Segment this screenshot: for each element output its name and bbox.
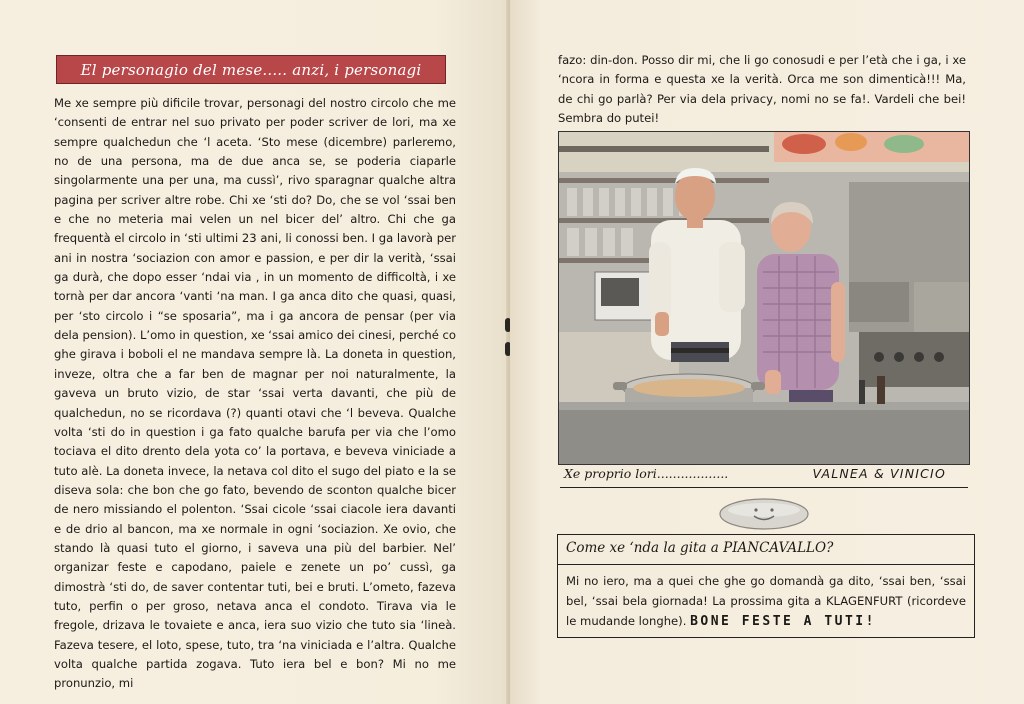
article-body-right: fazo: din-don. Posso dir mi, che li go conosudi e per l’età che i ga, i xe ‘ncora in forma e questa xe la verità. Orca me son dimenticà!!! Ma, de chi go parlà? Per via dela privacy, nomi no se fa!. Vardeli che bei! Sembra do putei! [558, 53, 966, 126]
trip-text [566, 571, 966, 632]
caption-left: Xe proprio lori.................. [564, 466, 729, 481]
caption-underline [560, 487, 968, 488]
holiday-greeting: BONE FESTE A TUTI! [690, 614, 876, 629]
trip-title: Come xe ‘nda la gita a PIANCAVALLO? [566, 540, 834, 556]
couple-photo-illustration [559, 132, 969, 464]
trip-box [557, 534, 975, 638]
article-title: El personagio del mese..... anzi, i personagi [80, 60, 422, 79]
smiley-face-icon [718, 497, 810, 531]
article-body-left: Me xe sempre più dificile trovar, personagi del nostro circolo che me ‘consenti de entrar nel suo privato per poder scriver de lori, ma xe sempre qualchedun che ‘l aceta. ‘Sto mese (dicembre) parleremo, no de una persona, ma de due anca se, se poderia ciaparle singolarmente una per una, ma cussì’, rivo sparagnar qualche altra pagina per scriver altre robe. Chi xe ‘sti do? Do, che se vol ‘ssai ben e che no meteria mai velen un nel bicer del’ altro. Chi che ga frequentà el circolo in ‘sti ultimi 23 ani, li conossi ben. I ga lavorà per ani in nostra ‘sociazion con amor e passion, e per dir la verità, ‘ssai ga durà, che dopo esser ‘ndai via , in un momento de difficoltà, i xe tornà per dar ancora ‘vanti ‘na man. I ga anca dito che quasi, quasi, per ‘sto circolo i “se sposaria”, ma i ga ancora de pensar (per via dela pension). L’omo in question, xe ‘ssai amico dei cinesi, perché co ghe girava i boboli el ne mandava sempre là. La doneta in question, inveze, oltra che a far ben de magnar per noi naturalmente, la gaveva un bruto vizio, de star ‘ssai verta davanti, che più de qualchedun, no se ricordava (?) quanti otavi che ‘l beveva. Qualche volta ‘sti do in question i ga fato qualche barufa per via che l’omo tociava el dito drento dela yota co’ la portava, e beveva viniciade a tuto alè. La doneta invece, la netava col dito el sugo del piato e la se diseva sola: che bon che go fato, bevendo de sconton qualche bicer de nero missiando el polenton. ‘Ssai cicole ‘ssai ciacole iera davanti e de drio al bancon, ma xe normale in ogni ‘sociazion. Xe ovio, che stando là quasi tuto el giorno, i saveva una più del barbier. Nel’ organizar feste e capodano, paiele e zenete un po’ cussì, ga dimostrà ‘sti do, de saver contentar tuti, bei e bruti. L’ometo, fazeva tuto, perfin o per groso, netava anca el condoto. Tirava via le fregole, drizava le tovaiete e anca, iera suo vizio che tuto sia ‘lineà. Fazeva tesere, el loto, spese, tuto, tra ‘na viniciada e l’altra. Qualche volta qualche partida zogava. Tuto iera bel e bon? Mi no me pronunzio, mi [54, 96, 456, 691]
article-title-banner [56, 55, 446, 84]
left-page [0, 0, 510, 704]
trip-divider [558, 564, 974, 565]
caption-names: VALNEA & VINICIO [812, 466, 946, 481]
couple-photo [558, 131, 970, 465]
photo-caption [560, 466, 968, 486]
trip-body: Mi no iero, ma a quei che ghe go domandà ga dito, ‘ssai ben, ‘ssai bel, ‘ssai bela giornada! La prossima gita a KLAGENFURT (ricordeve le mudande longhe). [566, 574, 966, 628]
